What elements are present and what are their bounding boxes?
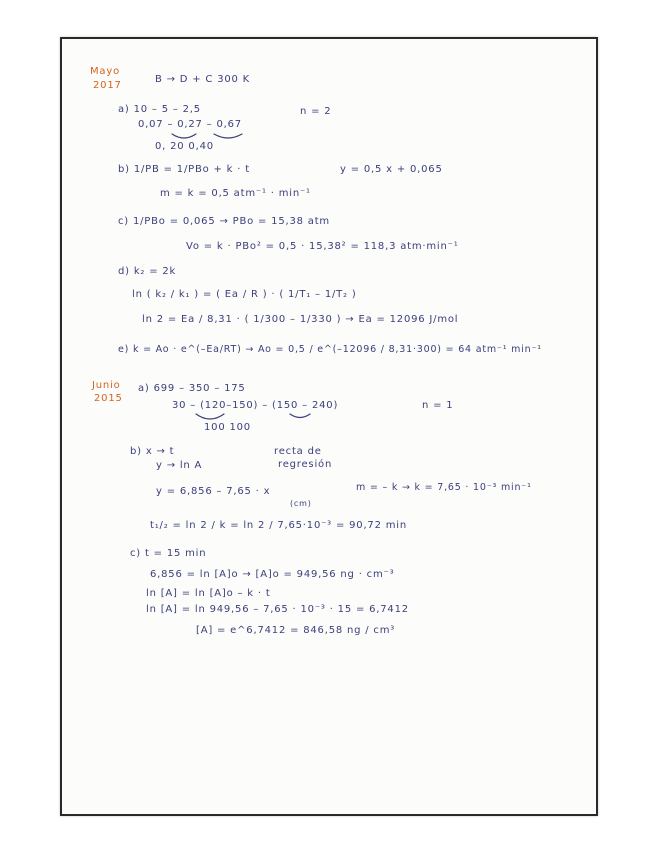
junio-b-line4: t₁/₂ = ln 2 / k = ln 2 / 7,65·10⁻³ = 90,72 min xyxy=(150,520,407,531)
junio-c-line2: 6,856 = ln [A]o → [A]o = 949,56 ng · cm⁻³ xyxy=(150,569,395,580)
mayo-a-n: n = 2 xyxy=(300,106,332,117)
junio-b-line2: y → ln A xyxy=(156,460,203,471)
junio-c-line1: c) t = 15 min xyxy=(130,548,207,559)
mayo-d-line2: ln ( k₂ / k₁ ) = ( Ea / R ) · ( 1/T₁ – 1/T₂ ) xyxy=(132,289,357,300)
junio-c-line4: ln [A] = ln 949,56 – 7,65 · 10⁻³ · 15 = 6,7412 xyxy=(146,604,409,615)
mayo-b-rhs: y = 0,5 x + 0,065 xyxy=(340,164,443,175)
mayo-a-line3: 0, 20 0,40 xyxy=(155,141,214,152)
mayo-b-line1: b) 1/PB = 1/PBo + k · t xyxy=(118,164,250,175)
junio-a-line1: a) 699 – 350 – 175 xyxy=(138,383,246,394)
junio-b-note2: regresión xyxy=(278,459,333,470)
junio-b-line1: b) x → t xyxy=(130,446,175,457)
junio-b-unit: (cm) xyxy=(290,499,312,508)
mayo-e-line1: e) k = Ao · e^(–Ea/RT) → Ao = 0,5 / e^(–12096 / 8,31·300) = 64 atm⁻¹ min⁻¹ xyxy=(118,344,542,355)
junio-a-line3: 100 100 xyxy=(204,422,251,433)
junio-b-note1: recta de xyxy=(274,446,322,457)
junio-b-line3: y = 6,856 – 7,65 · x xyxy=(156,486,271,497)
mayo-header: B → D + C 300 K xyxy=(155,74,251,85)
mayo-year: 2017 xyxy=(93,80,122,91)
junio-c-line5: [A] = e^6,7412 = 846,58 ng / cm³ xyxy=(196,625,396,636)
junio-year: 2015 xyxy=(94,393,123,404)
junio-b-rhs: m = – k → k = 7,65 · 10⁻³ min⁻¹ xyxy=(356,482,532,493)
junio-label: Junio xyxy=(92,380,121,391)
mayo-c-line1: c) 1/PBo = 0,065 → PBo = 15,38 atm xyxy=(118,216,330,227)
junio-a-n: n = 1 xyxy=(422,400,454,411)
paper-sheet xyxy=(60,37,598,816)
mayo-d-line3: ln 2 = Ea / 8,31 · ( 1/300 – 1/330 ) → Ea = 12096 J/mol xyxy=(142,314,459,325)
mayo-c-line2: Vo = k · PBo² = 0,5 · 15,38² = 118,3 atm·min⁻¹ xyxy=(186,241,459,252)
junio-c-line3: ln [A] = ln [A]o – k · t xyxy=(146,588,271,599)
mayo-a-line2: 0,07 – 0,27 – 0,67 xyxy=(138,119,242,130)
mayo-d-line1: d) k₂ = 2k xyxy=(118,266,177,277)
mayo-label: Mayo xyxy=(90,66,120,77)
junio-a-line2: 30 – (120–150) – (150 – 240) xyxy=(172,400,339,411)
mayo-a-line1: a) 10 – 5 – 2,5 xyxy=(118,104,201,115)
mayo-b-line2: m = k = 0,5 atm⁻¹ · min⁻¹ xyxy=(160,188,311,199)
